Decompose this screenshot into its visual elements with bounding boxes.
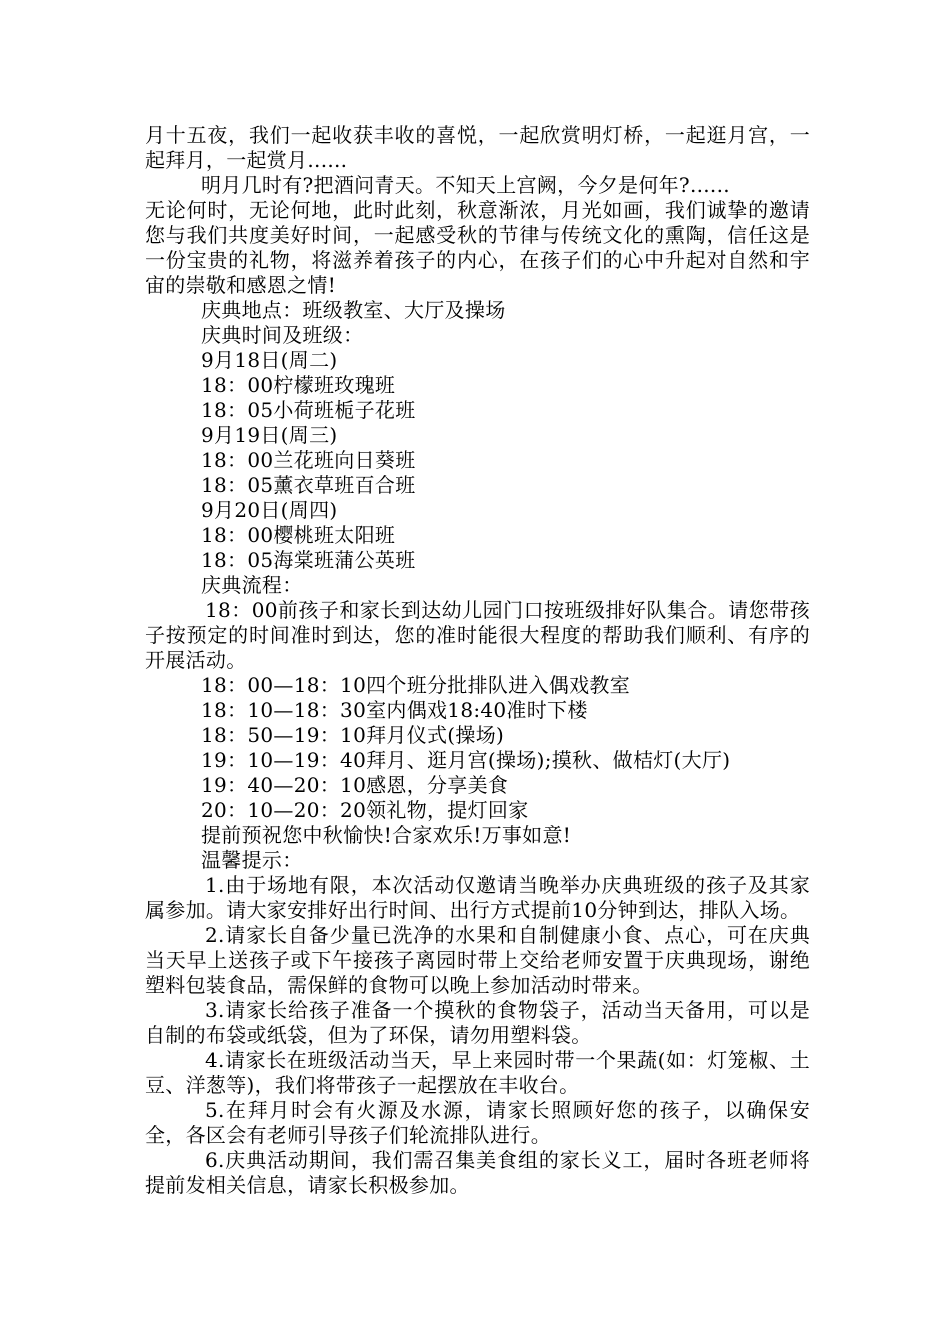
process-step: 18：00—18：10四个班分批排队进入偶戏教室	[201, 673, 630, 697]
schedule-entry: 18：00樱桃班太阳班	[201, 523, 396, 547]
schedule-entry: 18：00兰花班向日葵班	[201, 448, 416, 472]
schedule-date: 9月19日(周三)	[201, 423, 338, 447]
tip-item: 5.在拜月时会有火源及水源，请家长照顾好您的孩子，以确保安全，各区会有老师引导孩子们轮流排队进行。	[145, 1098, 810, 1147]
schedule-entry: 18：05薰衣草班百合班	[201, 473, 416, 497]
process-step: 19：40—20：10感恩，分享美食	[201, 773, 509, 797]
tips-heading: 温馨提示：	[201, 848, 303, 872]
process-step: 20：10—20：20领礼物，提灯回家	[201, 798, 529, 822]
paragraph-intro-continued: 月十五夜，我们一起收获丰收的喜悦，一起欣赏明灯桥，一起逛月宫，一起拜月，一起赏月......	[145, 123, 810, 172]
process-step: 19：10—19：40拜月、逛月宫(操场);摸秋、做桔灯(大厅)	[201, 748, 731, 772]
process-step: 18：50—19：10拜月仪式(操场)	[201, 723, 505, 747]
schedule-entry: 18：00柠檬班玫瑰班	[201, 373, 396, 397]
paragraph-invitation: 无论何时，无论何地，此时此刻，秋意渐浓，月光如画，我们诚挚的邀请您与我们共度美好时间，一起感受秋的节律与传统文化的熏陶，信任这是一份宝贵的礼物，将滋养着孩子的内心，在孩子们的心中升起对自然和宇宙的崇敬和感恩之情!	[145, 198, 810, 297]
event-schedule-heading: 庆典时间及班级：	[201, 323, 364, 347]
schedule-date: 9月18日(周二)	[201, 348, 338, 372]
tip-item: 4.请家长在班级活动当天，早上来园时带一个果蔬(如：灯笼椒、土豆、洋葱等)，我们将带孩子一起摆放在丰收台。	[145, 1048, 810, 1097]
paragraph-poem: 明月几时有?把酒问青天。不知天上宫阙，今夕是何年?......	[201, 173, 730, 197]
process-step: 18：10—18：30室内偶戏18:40准时下楼	[201, 698, 588, 722]
schedule-date: 9月20日(周四)	[201, 498, 338, 522]
event-location: 庆典地点：班级教室、大厅及操场	[201, 298, 506, 322]
tip-item: 3.请家长给孩子准备一个摸秋的食物袋子，活动当天备用，可以是自制的布袋或纸袋，但为了环保，请勿用塑料袋。	[145, 998, 810, 1047]
event-process-heading: 庆典流程：	[201, 573, 303, 597]
schedule-entry: 18：05小荷班栀子花班	[201, 398, 416, 422]
tip-item: 6.庆典活动期间，我们需召集美食组的家长义工，届时各班老师将提前发相关信息，请家长积极参加。	[145, 1148, 810, 1197]
tip-item: 2.请家长自备少量已洗净的水果和自制健康小食、点心，可在庆典当天早上送孩子或下午接孩子离园时带上交给老师安置于庆典现场，谢绝塑料包装食品，需保鲜的食物可以晚上参加活动时带来。	[145, 923, 810, 997]
tip-item: 1.由于场地有限，本次活动仅邀请当晚举办庆典班级的孩子及其家属参加。请大家安排好出行时间、出行方式提前10分钟到达，排队入场。	[145, 873, 810, 922]
schedule-entry: 18：05海棠班蒲公英班	[201, 548, 416, 572]
document-body	[145, 123, 810, 1198]
process-gathering: 18：00前孩子和家长到达幼儿园门口按班级排好队集合。请您带孩子按预定的时间准时到达，您的准时能很大程度的帮助我们顺利、有序的开展活动。	[145, 598, 810, 672]
greeting: 提前预祝您中秋愉快!合家欢乐!万事如意!	[201, 823, 572, 847]
